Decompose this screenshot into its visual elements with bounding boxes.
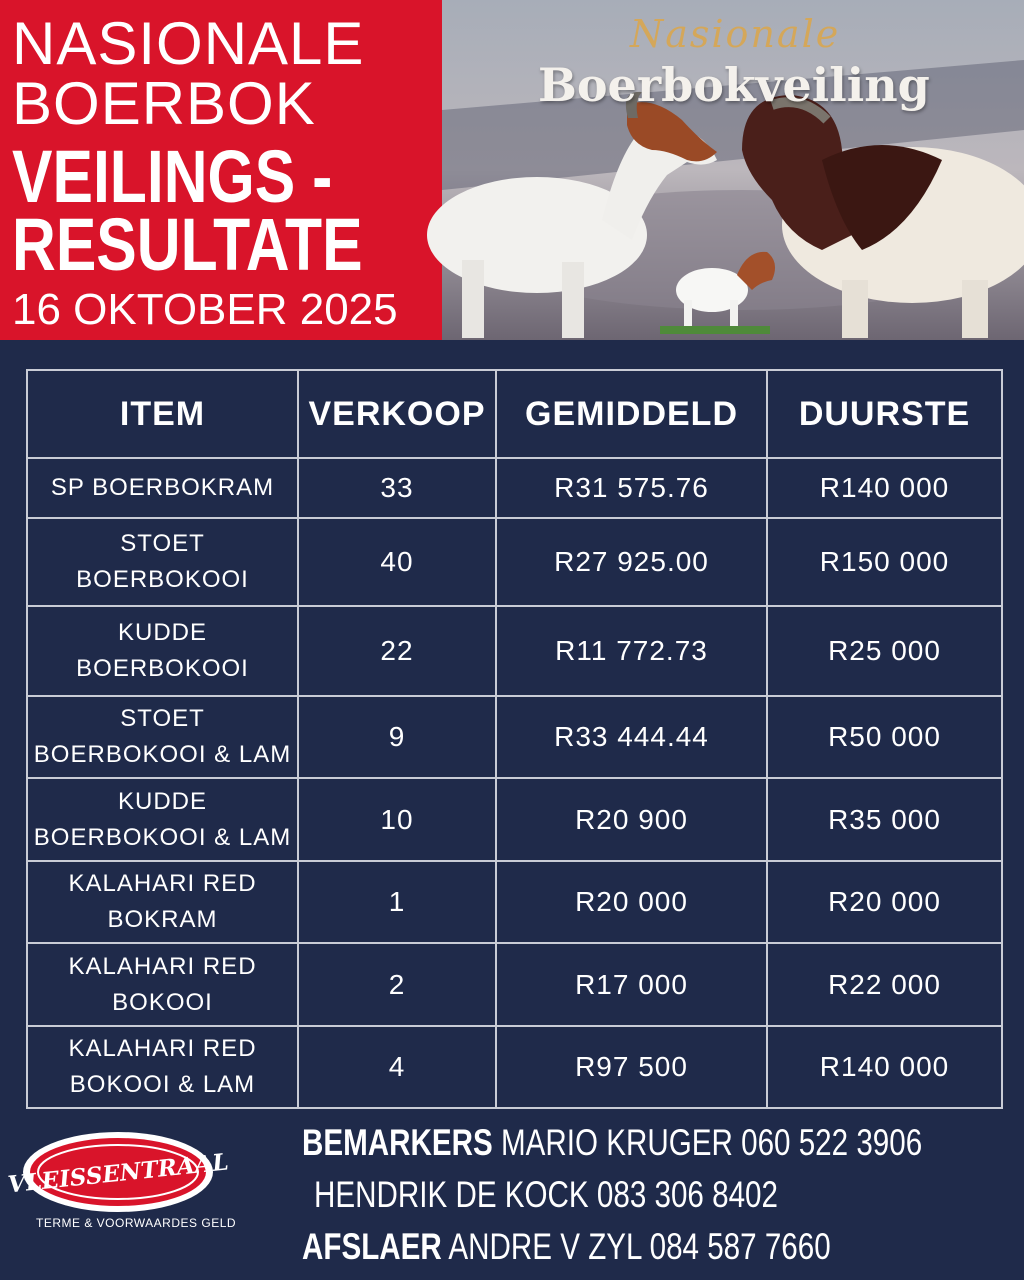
- auction-date: 16 OKTOBER 2025: [12, 285, 398, 334]
- banner-title: Boerbokveiling: [538, 58, 930, 112]
- duurste-cell: R25 000: [767, 606, 1002, 696]
- marketer-2: HENDRIK DE KOCK 083 306 8402: [314, 1174, 778, 1215]
- table-row: [27, 518, 1002, 606]
- table-row: [27, 458, 1002, 518]
- verkoop-cell: 10: [298, 778, 496, 861]
- item-cell: KUDDE BOERBOKOOI: [27, 606, 298, 696]
- gemiddeld-cell: R11 772.73: [496, 606, 767, 696]
- item-cell: STOET BOERBOKOOI & LAM: [27, 696, 298, 778]
- item-cell: SP BOERBOKRAM: [27, 458, 298, 518]
- gemiddeld-cell: R20 900: [496, 778, 767, 861]
- duurste-cell: R140 000: [767, 1026, 1002, 1108]
- logo-text: VLEISSENTRAAL: [6, 1148, 230, 1199]
- item-cell: KUDDE BOERBOKOOI & LAM: [27, 778, 298, 861]
- vleissentraal-logo: [6, 1128, 230, 1220]
- gemiddeld-cell: R20 000: [496, 861, 767, 943]
- table-row: [27, 861, 1002, 943]
- verkoop-cell: 33: [298, 458, 496, 518]
- gemiddeld-cell: R27 925.00: [496, 518, 767, 606]
- goats-banner-image: [442, 0, 1024, 340]
- table-header-row: [27, 370, 1002, 458]
- item-cell: KALAHARI RED BOKOOI & LAM: [27, 1026, 298, 1108]
- header-item: ITEM: [27, 370, 298, 458]
- marketer-1: MARIO KRUGER 060 522 3906: [501, 1122, 923, 1163]
- item-cell: KALAHARI RED BOKRAM: [27, 861, 298, 943]
- marketers-label: BEMARKERS: [302, 1122, 493, 1163]
- header-duurste: DUURSTE: [767, 370, 1002, 458]
- gemiddeld-cell: R17 000: [496, 943, 767, 1026]
- duurste-cell: R35 000: [767, 778, 1002, 861]
- auctioneer-label: AFSLAER: [302, 1226, 442, 1267]
- terms-text: TERME & VOORWAARDES GELD: [36, 1216, 237, 1230]
- table-row: [27, 606, 1002, 696]
- banner-script-text: Nasionale: [630, 12, 841, 56]
- verkoop-cell: 9: [298, 696, 496, 778]
- gemiddeld-cell: R33 444.44: [496, 696, 767, 778]
- verkoop-cell: 4: [298, 1026, 496, 1108]
- duurste-cell: R150 000: [767, 518, 1002, 606]
- table-row: [27, 696, 1002, 778]
- title-line-resultate: RESULTATE: [12, 203, 363, 286]
- title-line-boerbok: BOERBOK: [12, 70, 316, 137]
- item-cell: STOET BOERBOKOOI: [27, 518, 298, 606]
- verkoop-cell: 1: [298, 861, 496, 943]
- title-line-veilings: VEILINGS -: [12, 135, 333, 218]
- item-cell: KALAHARI RED BOKOOI: [27, 943, 298, 1026]
- duurste-cell: R20 000: [767, 861, 1002, 943]
- duurste-cell: R50 000: [767, 696, 1002, 778]
- header-gemiddeld: GEMIDDELD: [496, 370, 767, 458]
- table-row: [27, 778, 1002, 861]
- verkoop-cell: 2: [298, 943, 496, 1026]
- gemiddeld-cell: R31 575.76: [496, 458, 767, 518]
- header-verkoop: VERKOOP: [298, 370, 496, 458]
- marketer-line-1: [302, 1124, 922, 1161]
- auctioneer-line: [302, 1228, 831, 1265]
- table-row: [27, 943, 1002, 1026]
- marketer-line-2: [314, 1176, 778, 1213]
- auctioneer: ANDRE V ZYL 084 587 7660: [448, 1226, 831, 1267]
- verkoop-cell: 40: [298, 518, 496, 606]
- duurste-cell: R22 000: [767, 943, 1002, 1026]
- duurste-cell: R140 000: [767, 458, 1002, 518]
- title-line-nasionale: NASIONALE: [12, 10, 365, 77]
- table-row: [27, 1026, 1002, 1108]
- verkoop-cell: 22: [298, 606, 496, 696]
- gemiddeld-cell: R97 500: [496, 1026, 767, 1108]
- results-table: [26, 369, 1003, 1109]
- header-title-block: [0, 0, 442, 340]
